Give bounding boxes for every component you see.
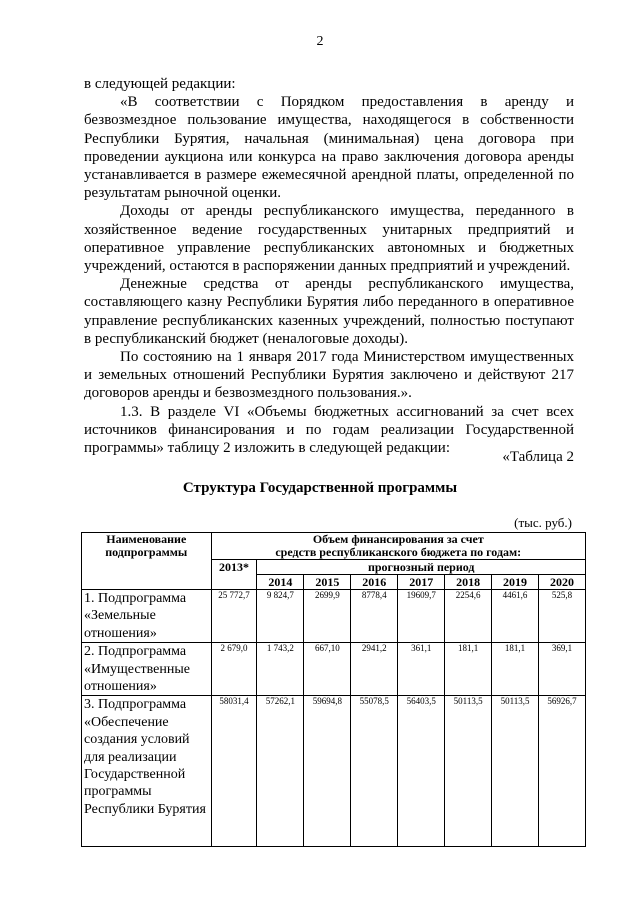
subprogram-name: 1. Подпрограмма «Земельные отношения» xyxy=(82,590,212,643)
value-cell: 181,1 xyxy=(492,643,539,696)
paragraph: По состоянию на 1 января 2017 года Министерством имущественных и земельных отношений Республики Бурятия заключено и действуют 217 договоров аренды и безвозмездного пользования.». xyxy=(84,349,574,402)
header-year: 2019 xyxy=(492,575,539,590)
table-row xyxy=(82,696,586,847)
header-funding-line2: средств республиканского бюджета по годам: xyxy=(275,545,522,559)
paragraph: 1.3. В разделе VI «Объемы бюджетных ассигнований за счет всех источников финансирования и по годам реализации Государственной программы» таблицу 2 изложить в следующей редакции: xyxy=(84,403,574,457)
header-year: 2018 xyxy=(445,575,492,590)
value-cell: 56926,7 xyxy=(539,696,586,847)
paragraph: Доходы от аренды республиканского имущества, переданного в хозяйственное ведение государственных унитарных предприятий и оперативное управление республиканских автономных и бюджетных учреждений, остаются в распоряжении данных предприятий и учреждений. xyxy=(84,203,574,275)
table-label: «Таблица 2 xyxy=(502,449,574,465)
value-cell: 2 679,0 xyxy=(211,643,257,696)
value-cell: 57262,1 xyxy=(257,696,304,847)
table-title: Структура Государственной программы xyxy=(182,480,458,496)
value-cell: 361,1 xyxy=(398,643,445,696)
value-cell: 50113,5 xyxy=(492,696,539,847)
value-cell: 369,1 xyxy=(539,643,586,696)
funding-table xyxy=(81,532,586,847)
header-funding-line1: Объем финансирования за счет xyxy=(312,532,484,546)
table-row xyxy=(82,643,586,696)
value-cell: 55078,5 xyxy=(351,696,398,847)
header-year-2013: 2013* xyxy=(211,560,257,590)
value-cell: 2941,2 xyxy=(351,643,398,696)
header-funding xyxy=(211,533,585,560)
table-row xyxy=(82,590,586,643)
header-year: 2014 xyxy=(257,575,304,590)
value-cell: 56403,5 xyxy=(398,696,445,847)
value-cell: 9 824,7 xyxy=(257,590,304,643)
body-text xyxy=(84,75,574,457)
value-cell: 667,10 xyxy=(304,643,351,696)
value-cell: 2699,9 xyxy=(304,590,351,643)
value-cell: 50113,5 xyxy=(445,696,492,847)
header-year: 2015 xyxy=(304,575,351,590)
subprogram-name: 3. Подпрограмма «Обеспечение создания условий для реализации Государственной программы Республики Бурятия xyxy=(82,696,212,847)
value-cell: 8778,4 xyxy=(351,590,398,643)
paragraph: Денежные средства от аренды республиканского имущества, составляющего казну Республики Бурятия либо переданного в оперативное управление республиканских казенных учреждений, полностью поступают в республиканский бюджет (неналоговые доходы). xyxy=(84,276,574,347)
header-subprogram-name: Наименование подпрограммы xyxy=(82,533,212,590)
subprogram-name: 2. Подпрограмма «Имущественные отношения» xyxy=(82,643,212,696)
value-cell: 25 772,7 xyxy=(211,590,257,643)
value-cell: 19609,7 xyxy=(398,590,445,643)
value-cell: 59694,8 xyxy=(304,696,351,847)
value-cell: 2254,6 xyxy=(445,590,492,643)
page-number: 2 xyxy=(316,34,324,49)
value-cell: 1 743,2 xyxy=(257,643,304,696)
value-cell: 4461,6 xyxy=(492,590,539,643)
paragraph: в следующей редакции: xyxy=(84,76,236,92)
value-cell: 58031,4 xyxy=(211,696,257,847)
paragraph: «В соответствии с Порядком предоставления в аренду и безвозмездное пользование имущества, находящегося в собственности Республики Бурятия, начальная (минимальная) цена договора при проведении аукциона или конкурса на право заключения договора аренды устанавливается в размере ежемесячной арендной платы, определенной по результатам рыночной оценки. xyxy=(84,94,574,202)
units-label: (тыс. руб.) xyxy=(514,515,572,530)
header-forecast-period: прогнозный период xyxy=(257,560,586,575)
value-cell: 525,8 xyxy=(539,590,586,643)
header-year: 2020 xyxy=(539,575,586,590)
header-year: 2016 xyxy=(351,575,398,590)
header-year: 2017 xyxy=(398,575,445,590)
value-cell: 181,1 xyxy=(445,643,492,696)
